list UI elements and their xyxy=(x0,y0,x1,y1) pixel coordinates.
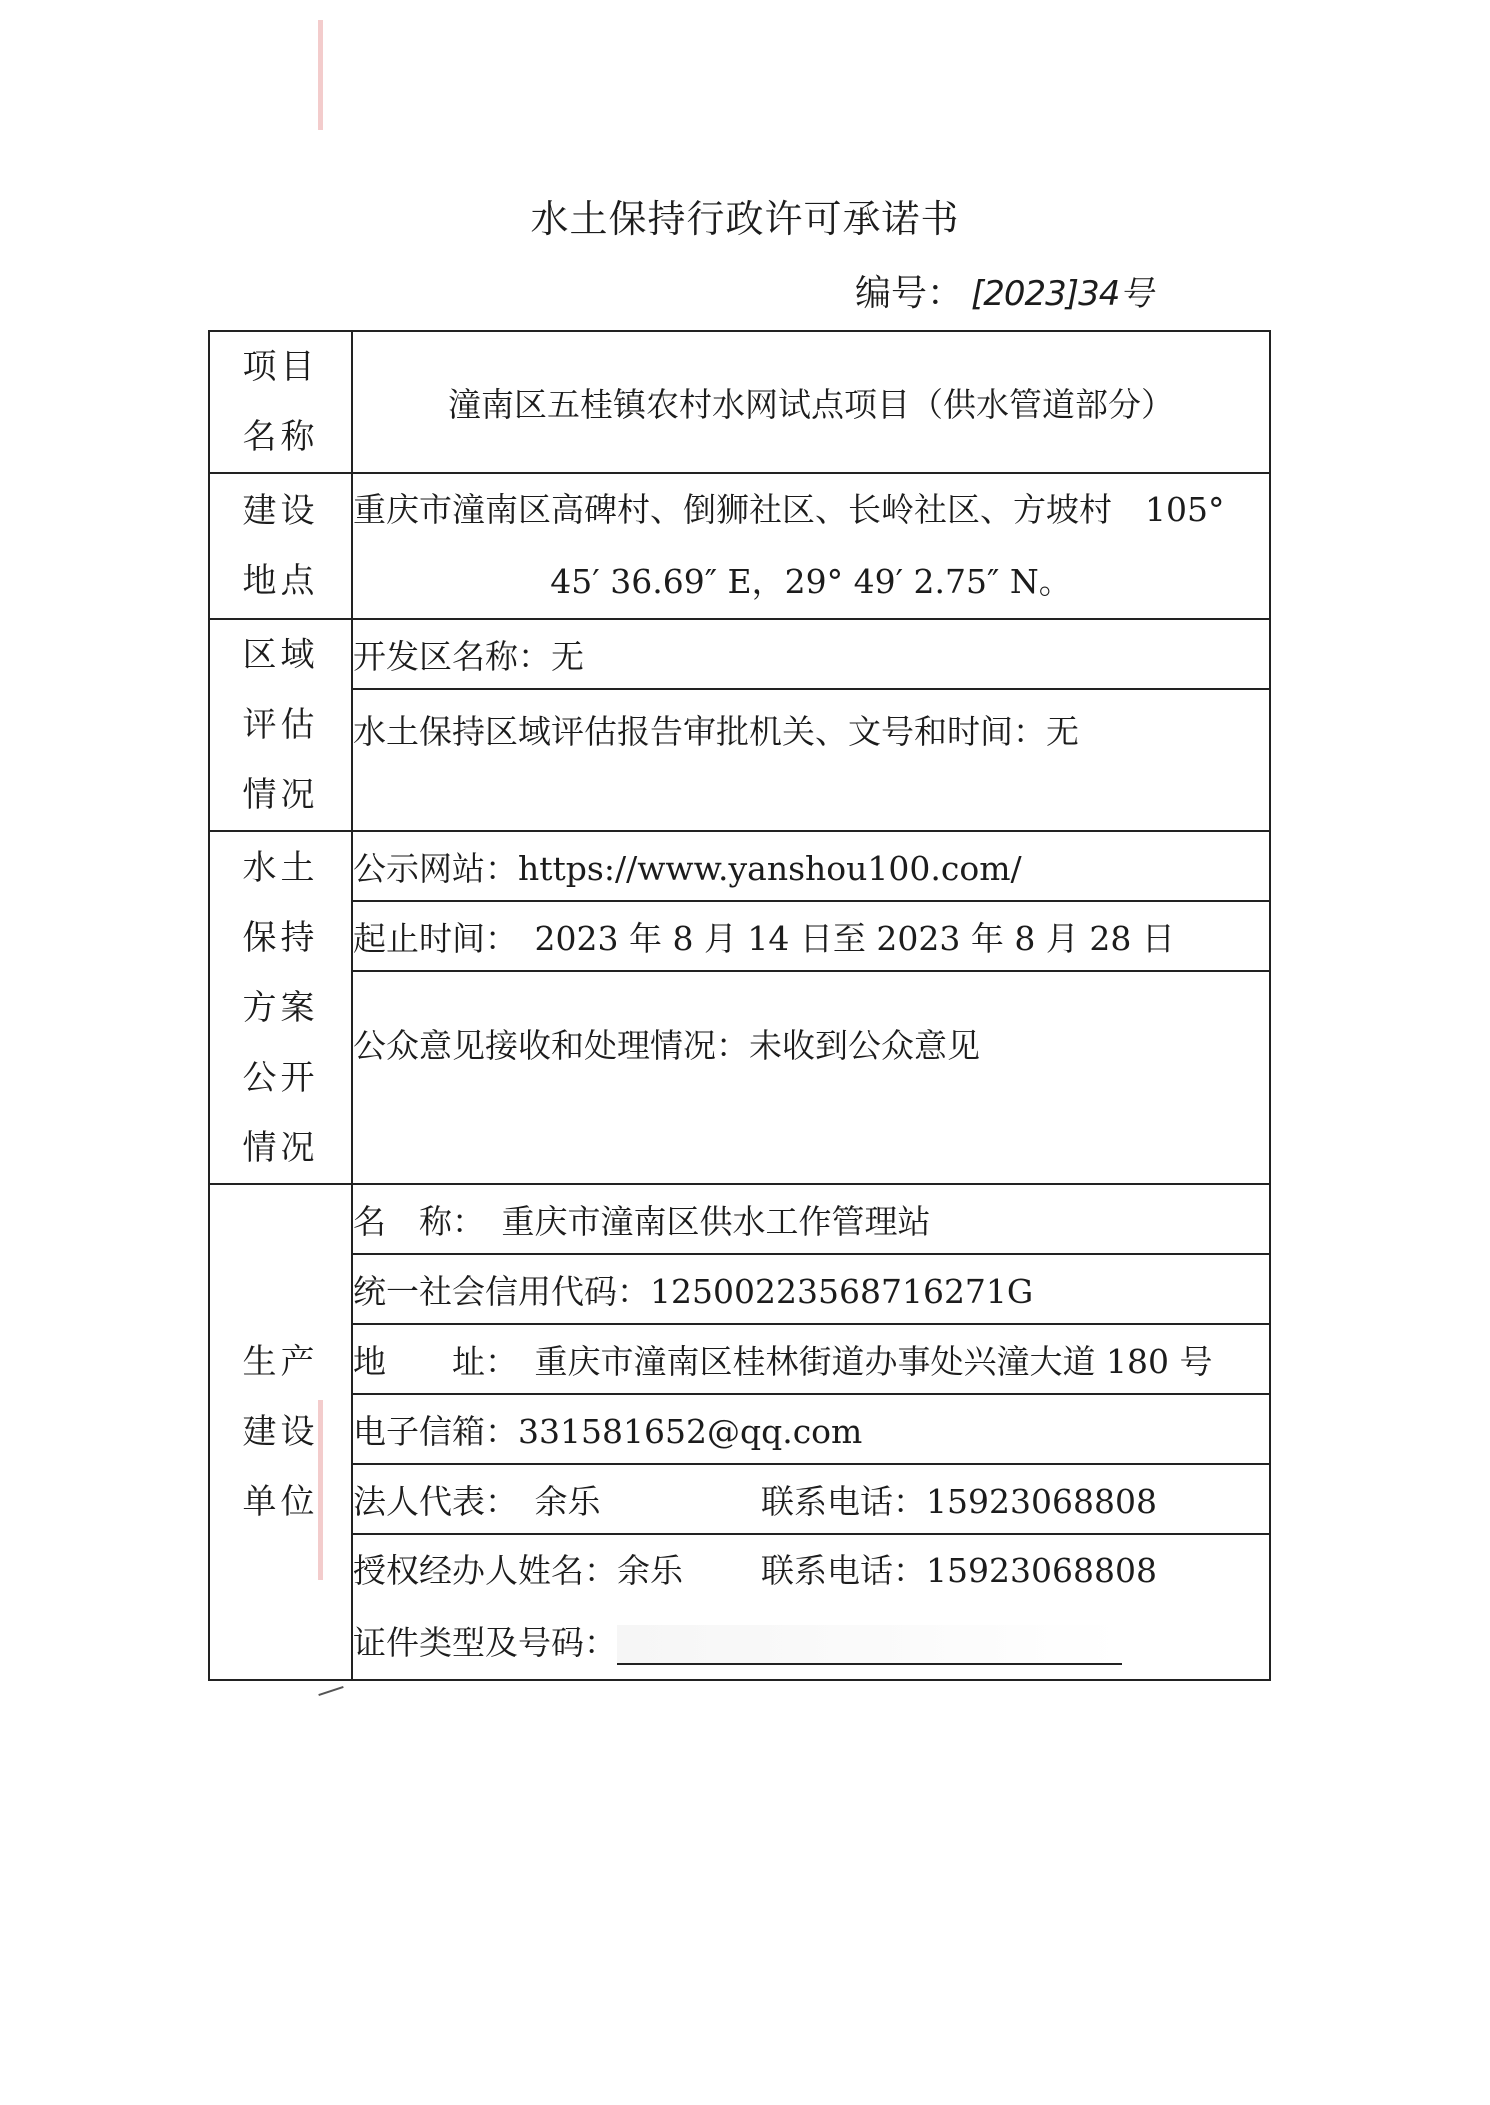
agent-phone: 联系电话：15923068808 xyxy=(761,1551,1157,1590)
location-header: 建设 地点 xyxy=(209,473,352,619)
row-website xyxy=(209,831,1270,901)
location-line-2: 45′ 36.69″ E，29° 49′ 2.75″ N。 xyxy=(550,562,1072,601)
page-title: 水土保持行政许可承诺书 xyxy=(530,197,960,241)
unified-credit-code: 统一社会信用代码：12500223568716271G xyxy=(352,1254,1270,1324)
document-number xyxy=(855,265,1152,316)
unit-address: 地 址： 重庆市潼南区桂林街道办事处兴潼大道 180 号 xyxy=(352,1324,1270,1394)
row-unit-name xyxy=(209,1184,1270,1254)
row-agent xyxy=(209,1534,1270,1680)
scan-streak xyxy=(318,20,323,130)
publicity-period: 起止时间： 2023 年 8 月 14 日至 2023 年 8 月 28 日 xyxy=(352,901,1270,971)
row-legal-rep xyxy=(209,1464,1270,1534)
redacted-id-number xyxy=(617,1625,1122,1665)
legal-rep-cell xyxy=(352,1464,1270,1534)
commitment-form-table xyxy=(208,330,1271,1681)
unit-header: 生产 建设 单位 xyxy=(209,1184,352,1680)
row-location xyxy=(209,473,1270,619)
id-type-label: 证件类型及号码： xyxy=(353,1623,617,1662)
legal-representative: 法人代表： 余乐 xyxy=(353,1481,601,1521)
unit-name: 名 称： 重庆市潼南区供水工作管理站 xyxy=(352,1184,1270,1254)
project-name-header: 项目 名称 xyxy=(209,331,352,473)
agent-cell xyxy=(352,1534,1270,1680)
location-line-1: 重庆市潼南区高碑村、倒狮社区、长岭社区、方坡村 105° xyxy=(353,490,1225,529)
row-credit-code xyxy=(209,1254,1270,1324)
pen-mark xyxy=(318,1686,343,1696)
row-address xyxy=(209,1324,1270,1394)
public-opinions: 公众意见接收和处理情况：未收到公众意见 xyxy=(352,971,1270,1184)
region-header: 区域 评估 情况 xyxy=(209,619,352,831)
document-number-label: 编号： xyxy=(855,273,964,314)
document-number-value: [2023]34号 xyxy=(971,274,1153,314)
unit-email: 电子信箱：331581652@qq.com xyxy=(352,1394,1270,1464)
row-project-name xyxy=(209,331,1270,473)
location-value xyxy=(352,473,1270,619)
row-opinions xyxy=(209,971,1270,1184)
publicity-header: 水土 保持 方案 公开 情况 xyxy=(209,831,352,1184)
legal-rep-phone: 联系电话：15923068808 xyxy=(761,1481,1157,1521)
row-region-zone xyxy=(209,619,1270,689)
regional-assessment-report: 水土保持区域评估报告审批机关、文号和时间：无 xyxy=(352,689,1270,831)
project-name-value: 潼南区五桂镇农村水网试点项目（供水管道部分） xyxy=(352,331,1270,473)
publicity-website: 公示网站：https://www.yanshou100.com/ xyxy=(352,831,1270,901)
development-zone-name: 开发区名称：无 xyxy=(352,619,1270,689)
row-period xyxy=(209,901,1270,971)
row-email xyxy=(209,1394,1270,1464)
row-region-report xyxy=(209,689,1270,831)
authorized-agent: 授权经办人姓名：余乐 xyxy=(353,1551,683,1590)
